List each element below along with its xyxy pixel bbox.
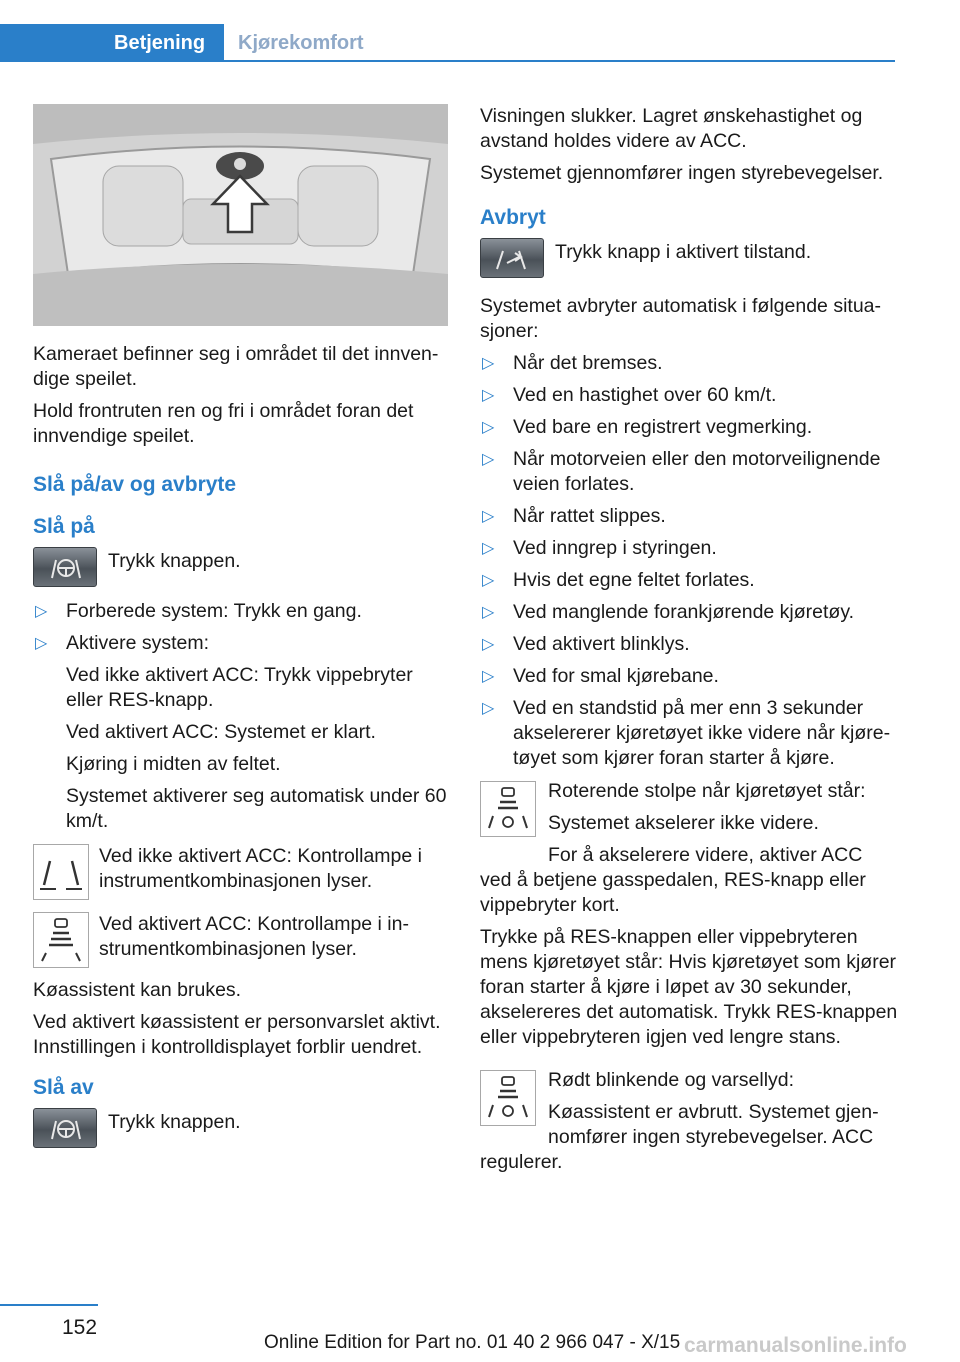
list-item: ▷ Hvis det egne feltet forlates. xyxy=(482,569,755,591)
lamp-inactive-text: Ved ikke aktivert ACC: Kontrollampe i instrumentkombinasjonen lyser. xyxy=(99,845,422,892)
lamp-active-text: Ved aktivert ACC: Kontrollampe i instrumentkombinasjonen lyser. xyxy=(99,913,409,960)
page-number: 152 xyxy=(62,1316,98,1339)
sub-line: Systemet aktiverer seg automatisk under 60 km/t. xyxy=(66,785,447,832)
list-item: ▷ Når motorveien eller den motorveilignende veien forlates. xyxy=(482,448,881,495)
bullet-arrow-icon: ▷ xyxy=(482,636,495,653)
red-warning-text xyxy=(548,1068,898,1150)
indicator-lamp-row-inactive xyxy=(33,842,448,900)
list-item: ▷ Forberede system: Trykk en gang. xyxy=(35,600,362,622)
tab-kjorekomfort: Kjørekomfort xyxy=(238,32,364,54)
sub-line: Kjøring i midten av feltet. xyxy=(66,753,281,775)
bullet-arrow-icon: ▷ xyxy=(482,419,495,436)
bullet-arrow-icon: ▷ xyxy=(482,668,495,685)
tab-betjening: Betjening xyxy=(0,24,224,62)
indicator-lamp-row-standstill xyxy=(480,779,898,868)
list-item: ▷ Ved bare en registrert vegmerking. xyxy=(482,416,813,438)
list-item: ▷ Aktivere system: Ved ikke aktivert ACC: Trykk vippebryter eller RES-knapp. Ved aktivert ACC: Systemet er klart. Kjøring i midten av feltet. Systemet aktiverer seg automatisk under 60 km/t. xyxy=(35,632,447,832)
list-item: ▷ Ved manglende forankjørende kjøretøy. xyxy=(482,601,855,623)
list-item: ▷ Når det bremses. xyxy=(482,352,663,374)
red-warning-line-2-start: Køassistent er avbrutt. Systemet gjennomfører ingen styrebevegelser. ACC xyxy=(548,1101,879,1148)
heading-on-off-cancel: Slå på/av og avbryte xyxy=(33,473,237,496)
res-button-standstill-text: Trykke på RES-knappen eller vippebryteren mens kjøretøyet står: Hvis kjøretøyet som kjører foran starter å kjøre i løpet av 30 sekunder, akselereres det automatisk. Trykk RES-knappen eller vippebryteren igjen ved lengre stans. xyxy=(480,926,898,1048)
heading-switch-off: Slå av xyxy=(33,1076,94,1099)
list-item: ▷ Når rattet slippes. xyxy=(482,505,666,527)
lane-indicator-icon xyxy=(33,844,89,900)
camera-location-text: Kameraet befinner seg i området til det innvendige speilet. xyxy=(33,343,439,390)
steering-assist-button-icon xyxy=(33,1108,97,1148)
traffic-jam-indicator-icon xyxy=(33,912,89,968)
list-item: ▷ Ved aktivert blinklys. xyxy=(482,633,690,655)
list-item: ▷ Ved en hastighet over 60 km/t. xyxy=(482,384,777,406)
red-warning-line-1: Rødt blinkende og varsellyd: xyxy=(548,1069,795,1091)
edition-text: Online Edition for Part no. 01 40 2 966 047 - X/15 xyxy=(264,1332,681,1353)
heading-cancel: Avbryt xyxy=(480,206,546,229)
switch-on-button-row xyxy=(33,547,448,587)
switch-off-instruction: Trykk knappen. xyxy=(108,1111,241,1133)
bullet-arrow-icon: ▷ xyxy=(35,603,48,620)
heading-switch-on: Slå på xyxy=(33,515,95,538)
display-off-text: Visningen slukker. Lagret ønskehastighet og avstand holdes videre av ACC. xyxy=(480,105,863,152)
right-column xyxy=(480,104,898,1182)
list-item: ▷ Ved for smal kjørebane. xyxy=(482,665,719,687)
standstill-line-3-start: For å akselerere videre, aktiver ACC xyxy=(548,844,863,866)
cancel-button-icon xyxy=(480,238,544,278)
keep-windshield-clean-text: Hold frontruten ren og fri i området foran det innvendige speilet. xyxy=(33,400,414,447)
header-rule xyxy=(0,60,895,62)
list-item: ▷ Ved inngrep i styringen. xyxy=(482,537,717,559)
bullet-arrow-icon: ▷ xyxy=(482,540,495,557)
bullet-arrow-icon: ▷ xyxy=(482,387,495,404)
sub-line: Ved ikke aktivert ACC: Trykk vippebryter eller RES-knapp. xyxy=(66,664,413,711)
camera-mirror-photo xyxy=(33,104,448,326)
auto-cancel-list xyxy=(480,351,898,771)
person-warning-text: Ved aktivert køassistent er personvarslet aktivt. Innstillingen i kontrolldisplayet forblir uendret. xyxy=(33,1011,441,1058)
no-steering-text: Systemet gjennomfører ingen styrebevegelser. xyxy=(480,162,884,184)
bullet-arrow-icon: ▷ xyxy=(482,451,495,468)
red-warning-line-end: regulerer. xyxy=(480,1151,563,1173)
bullet-arrow-icon: ▷ xyxy=(482,604,495,621)
bullet-arrow-icon: ▷ xyxy=(35,635,48,652)
traffic-jam-red-warning-icon xyxy=(480,1070,536,1126)
footer-rule xyxy=(0,1304,98,1306)
list-item: ▷ Ved en standstid på mer enn 3 sekunder akselererer kjøretøyet ikke videre når kjøretøyet som kjører foran starter å kjøre. xyxy=(482,697,891,769)
traffic-jam-standstill-icon xyxy=(480,781,536,837)
cancel-button-row xyxy=(480,238,898,278)
switch-off-button-row xyxy=(33,1108,448,1148)
queue-assist-available-text: Køassistent kan brukes. xyxy=(33,979,242,1001)
bullet-arrow-icon: ▷ xyxy=(482,572,495,589)
steering-assist-button-icon xyxy=(33,547,97,587)
standstill-text xyxy=(548,779,898,868)
bullet-arrow-icon: ▷ xyxy=(482,700,495,717)
watermark: carmanualsonline.info xyxy=(684,1334,907,1357)
bullet-arrow-icon: ▷ xyxy=(482,508,495,525)
switch-on-steps xyxy=(33,599,448,834)
indicator-lamp-row-red xyxy=(480,1068,898,1150)
standstill-line-1: Roterende stolpe når kjøretøyet står: xyxy=(548,780,866,802)
bullet-arrow-icon: ▷ xyxy=(482,355,495,372)
cancel-instruction: Trykk knapp i aktivert tilstand. xyxy=(555,241,812,263)
standstill-line-2: Systemet akselerer ikke videre. xyxy=(548,812,819,834)
auto-cancel-intro: Systemet avbryter automatisk i følgende situasjoner: xyxy=(480,295,882,342)
sub-line: Ved aktivert ACC: Systemet er klart. xyxy=(66,721,376,743)
indicator-lamp-row-active xyxy=(33,910,448,968)
left-column xyxy=(33,104,448,1160)
switch-on-instruction: Trykk knappen. xyxy=(108,550,241,572)
accelerate-instruction: ved å betjene gasspedalen, RES-knapp eller vippebryter kort. xyxy=(480,869,866,916)
windshield-illustration xyxy=(33,104,448,326)
